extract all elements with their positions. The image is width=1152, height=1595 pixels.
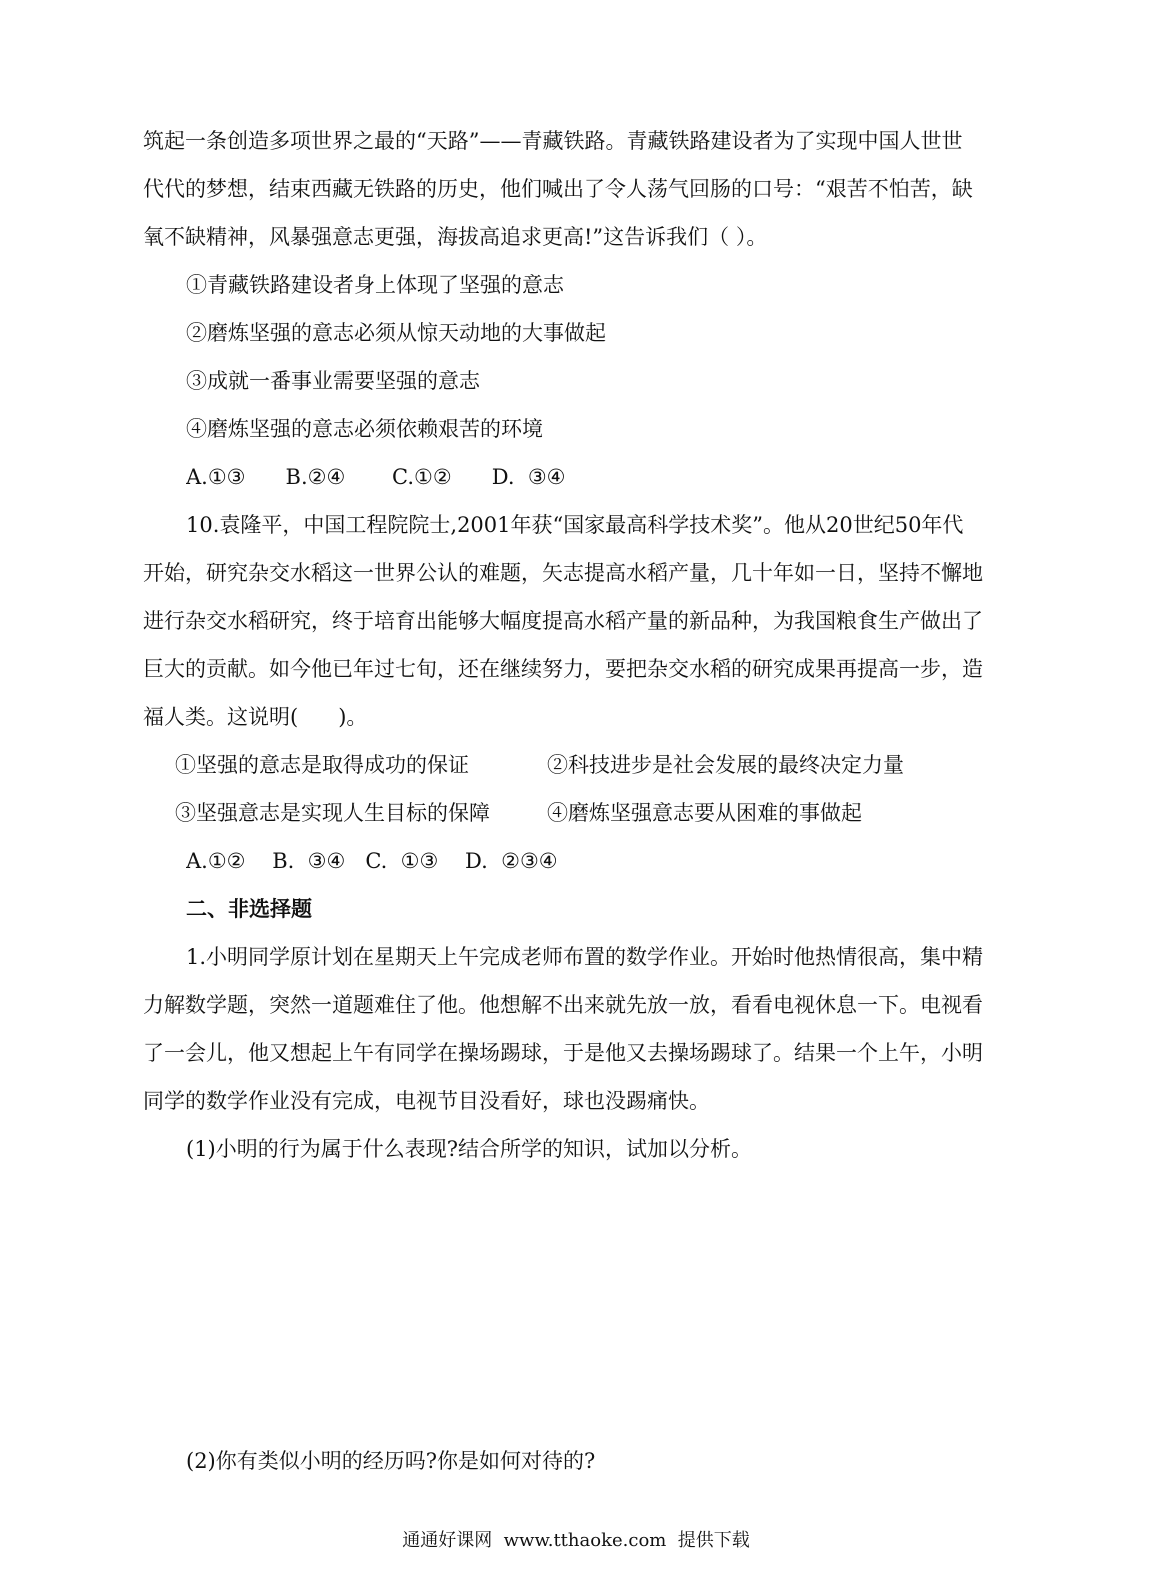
q9-answer-choices: A.①③ B.②④ C.①② D. ③④ <box>186 465 566 489</box>
q9-stem-line-3: 氧不缺精神，风暴强意志更强，海拔高追求更高!”这告诉我们（ ）。 <box>143 225 768 249</box>
sub-question-2: (2)你有类似小明的经历吗?你是如何对待的? <box>186 1449 596 1473</box>
q1-stem-line-4: 同学的数学作业没有完成，电视节目没看好，球也没踢痛快。 <box>143 1089 710 1113</box>
q1-stem-line-2: 力解数学题，突然一道题难住了他。他想解不出来就先放一放，看看电视休息一下。电视看 <box>143 993 983 1017</box>
q10-stem-line-3: 进行杂交水稻研究，终于培育出能够大幅度提高水稻产量的新品种，为我国粮食生产做出了 <box>143 609 983 633</box>
q10-stem-line-2: 开始，研究杂交水稻这一世界公认的难题，矢志提高水稻产量，几十年如一日，坚持不懈地 <box>143 561 983 585</box>
q10-options-row-2 <box>175 798 1045 828</box>
q10-stem-line-4: 巨大的贡献。如今他已年过七旬，还在继续努力，要把杂交水稻的研究成果再提高一步，造 <box>143 657 983 681</box>
page-footer: 通通好课网 www.tthaoke.com 提供下载 <box>402 1530 750 1551</box>
q9-stem-line-1: 筑起一条创造多项世界之最的“天路”——青藏铁路。青藏铁路建设者为了实现中国人世世 <box>143 129 963 153</box>
q9-option-4: ④磨炼坚强的意志必须依赖艰苦的环境 <box>186 417 543 441</box>
q9-stem-line-2: 代代的梦想，结束西藏无铁路的历史，他们喊出了令人荡气回肠的口号：“艰苦不怕苦，缺 <box>143 177 973 201</box>
q10-option-1: ①坚强的意志是取得成功的保证 <box>175 753 469 777</box>
q10-option-3: ③坚强意志是实现人生目标的保障 <box>175 801 490 825</box>
q10-option-2: ②科技进步是社会发展的最终决定力量 <box>547 753 904 777</box>
q9-option-2: ②磨炼坚强的意志必须从惊天动地的大事做起 <box>186 321 606 345</box>
q10-answer-choices: A.①② B. ③④ C. ①③ D. ②③④ <box>186 849 558 873</box>
q10-options-row-1 <box>175 750 1045 780</box>
sub-question-1: (1)小明的行为属于什么表现?结合所学的知识，试加以分析。 <box>186 1137 753 1161</box>
q9-option-3: ③成就一番事业需要坚强的意志 <box>186 369 480 393</box>
q10-option-4: ④磨炼坚强意志要从困难的事做起 <box>547 801 862 825</box>
q1-stem-line-3: 了一会儿，他又想起上午有同学在操场踢球，于是他又去操场踢球了。结果一个上午，小明 <box>143 1041 983 1065</box>
q1-stem-line-1: 1.小明同学原计划在星期天上午完成老师布置的数学作业。开始时他热情很高，集中精 <box>186 945 984 969</box>
q10-stem-line-1: 10.袁隆平，中国工程院院士,2001年获“国家最高科学技术奖”。他从20世纪50年代 <box>186 513 964 537</box>
q10-stem-line-5: 福人类。这说明( )。 <box>143 705 368 729</box>
q9-option-1: ①青藏铁路建设者身上体现了坚强的意志 <box>186 273 564 297</box>
section-heading: 二、非选择题 <box>186 896 312 921</box>
